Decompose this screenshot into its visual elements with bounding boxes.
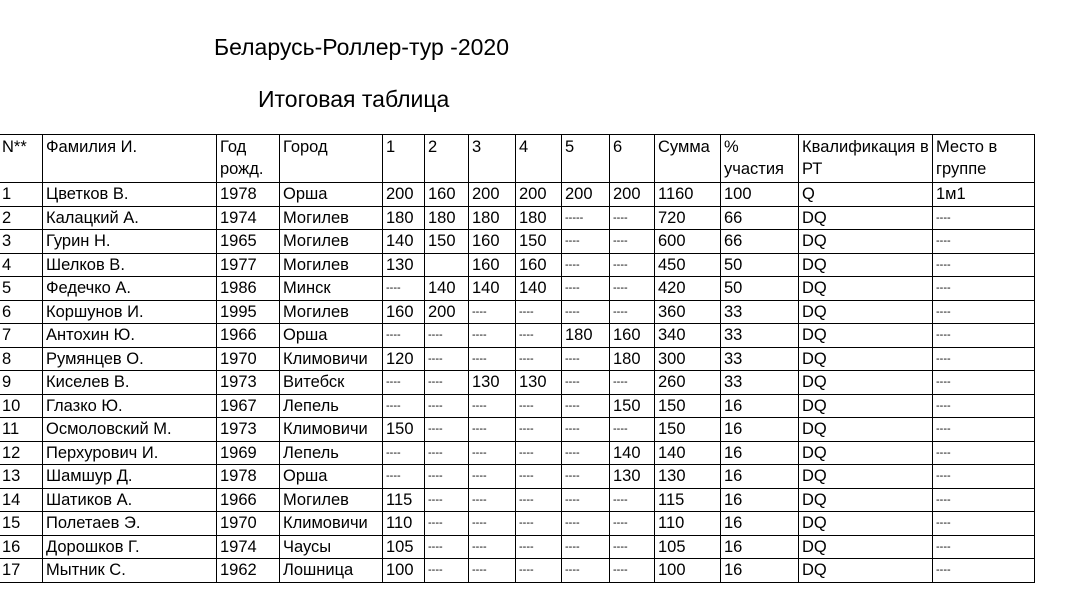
cell-stage-1: 180	[383, 206, 425, 230]
cell-stage-4: 180	[516, 206, 562, 230]
cell-participation: 66	[721, 230, 799, 254]
cell-qualification: DQ	[799, 300, 933, 324]
cell-stage-4: 200	[516, 183, 562, 207]
cell-group-place: ----	[933, 253, 1035, 277]
cell-stage-5: ----	[562, 465, 610, 489]
cell-city: Орша	[280, 465, 383, 489]
cell-qualification: DQ	[799, 441, 933, 465]
cell-qualification: DQ	[799, 465, 933, 489]
cell-sum: 150	[655, 418, 721, 442]
cell-stage-4: 140	[516, 277, 562, 301]
cell-number: 5	[0, 277, 43, 301]
cell-participation: 16	[721, 441, 799, 465]
cell-stage-2: 140	[425, 277, 469, 301]
cell-stage-1: ----	[383, 277, 425, 301]
cell-stage-2: ----	[425, 465, 469, 489]
cell-sum: 115	[655, 488, 721, 512]
cell-stage-4: ----	[516, 418, 562, 442]
cell-sum: 420	[655, 277, 721, 301]
cell-stage-5: ----	[562, 253, 610, 277]
col-number-header: N**	[0, 135, 43, 183]
cell-stage-3: ----	[469, 324, 516, 348]
cell-group-place: ----	[933, 277, 1035, 301]
cell-stage-4: ----	[516, 465, 562, 489]
table-row	[0, 300, 1035, 324]
cell-stage-3: 140	[469, 277, 516, 301]
cell-stage-6: ----	[610, 418, 655, 442]
cell-stage-5: ----	[562, 559, 610, 583]
cell-name: Коршунов И.	[43, 300, 217, 324]
cell-stage-4: 160	[516, 253, 562, 277]
cell-city: Климовичи	[280, 418, 383, 442]
cell-stage-1: 120	[383, 347, 425, 371]
cell-group-place: ----	[933, 300, 1035, 324]
col-stage-4-header: 4	[516, 135, 562, 183]
col-stage-3-header: 3	[469, 135, 516, 183]
cell-name: Осмоловский М.	[43, 418, 217, 442]
cell-stage-3: ----	[469, 347, 516, 371]
cell-sum: 450	[655, 253, 721, 277]
cell-name: Перхурович И.	[43, 441, 217, 465]
cell-participation: 16	[721, 559, 799, 583]
cell-stage-1: 150	[383, 418, 425, 442]
cell-city: Витебск	[280, 371, 383, 395]
cell-stage-5: 180	[562, 324, 610, 348]
cell-name: Калацкий А.	[43, 206, 217, 230]
cell-stage-3: ----	[469, 559, 516, 583]
cell-group-place: ----	[933, 371, 1035, 395]
cell-stage-6: 200	[610, 183, 655, 207]
cell-qualification: Q	[799, 183, 933, 207]
cell-name: Антохин Ю.	[43, 324, 217, 348]
cell-stage-6: ----	[610, 206, 655, 230]
table-row	[0, 488, 1035, 512]
document-subtitle: Итоговая таблица	[258, 86, 450, 112]
cell-stage-1: 130	[383, 253, 425, 277]
cell-city: Чаусы	[280, 535, 383, 559]
cell-stage-2: ----	[425, 347, 469, 371]
col-name-header: Фамилия И.	[43, 135, 217, 183]
cell-stage-2: ----	[425, 512, 469, 536]
cell-group-place: ----	[933, 465, 1035, 489]
cell-sum: 100	[655, 559, 721, 583]
results-table	[0, 134, 1035, 583]
table-row	[0, 230, 1035, 254]
cell-birth-year: 1970	[217, 347, 280, 371]
cell-sum: 105	[655, 535, 721, 559]
cell-stage-2: ----	[425, 394, 469, 418]
cell-stage-5: 200	[562, 183, 610, 207]
col-stage-2-header: 2	[425, 135, 469, 183]
cell-name: Киселев В.	[43, 371, 217, 395]
cell-number: 6	[0, 300, 43, 324]
table-row	[0, 441, 1035, 465]
cell-participation: 50	[721, 253, 799, 277]
cell-stage-4: 130	[516, 371, 562, 395]
cell-qualification: DQ	[799, 488, 933, 512]
cell-number: 10	[0, 394, 43, 418]
cell-stage-6: 140	[610, 441, 655, 465]
cell-birth-year: 1970	[217, 512, 280, 536]
cell-stage-3: ----	[469, 465, 516, 489]
cell-name: Шатиков А.	[43, 488, 217, 512]
table-row	[0, 206, 1035, 230]
cell-sum: 150	[655, 394, 721, 418]
cell-participation: 33	[721, 347, 799, 371]
cell-number: 1	[0, 183, 43, 207]
cell-number: 11	[0, 418, 43, 442]
cell-stage-6: 150	[610, 394, 655, 418]
table-row	[0, 277, 1035, 301]
cell-sum: 130	[655, 465, 721, 489]
cell-qualification: DQ	[799, 418, 933, 442]
cell-stage-2: 180	[425, 206, 469, 230]
cell-stage-2	[425, 253, 469, 277]
cell-stage-6: ----	[610, 512, 655, 536]
cell-qualification: DQ	[799, 253, 933, 277]
cell-participation: 50	[721, 277, 799, 301]
cell-birth-year: 1962	[217, 559, 280, 583]
cell-stage-6: 160	[610, 324, 655, 348]
col-sum-header: Сумма	[655, 135, 721, 183]
cell-name: Цветков В.	[43, 183, 217, 207]
cell-stage-5: -----	[562, 206, 610, 230]
cell-birth-year: 1977	[217, 253, 280, 277]
cell-stage-5: ----	[562, 488, 610, 512]
cell-number: 4	[0, 253, 43, 277]
cell-name: Гурин Н.	[43, 230, 217, 254]
cell-stage-6: ----	[610, 535, 655, 559]
cell-qualification: DQ	[799, 371, 933, 395]
cell-name: Шамшур Д.	[43, 465, 217, 489]
cell-city: Климовичи	[280, 512, 383, 536]
cell-stage-6: ----	[610, 253, 655, 277]
cell-group-place: ----	[933, 418, 1035, 442]
cell-group-place: 1м1	[933, 183, 1035, 207]
cell-stage-2: ----	[425, 324, 469, 348]
cell-stage-3: ----	[469, 394, 516, 418]
cell-group-place: ----	[933, 347, 1035, 371]
col-qualification-header: Квалификация в РТ	[799, 135, 933, 183]
cell-birth-year: 1966	[217, 324, 280, 348]
cell-stage-5: ----	[562, 418, 610, 442]
cell-stage-3: 200	[469, 183, 516, 207]
cell-participation: 16	[721, 535, 799, 559]
cell-participation: 66	[721, 206, 799, 230]
cell-sum: 1160	[655, 183, 721, 207]
table-row	[0, 559, 1035, 583]
cell-birth-year: 1978	[217, 465, 280, 489]
cell-city: Могилев	[280, 300, 383, 324]
cell-stage-3: 160	[469, 230, 516, 254]
cell-stage-6: 130	[610, 465, 655, 489]
cell-participation: 16	[721, 418, 799, 442]
cell-birth-year: 1986	[217, 277, 280, 301]
cell-sum: 600	[655, 230, 721, 254]
col-city-header: Город	[280, 135, 383, 183]
cell-stage-1: 160	[383, 300, 425, 324]
cell-group-place: ----	[933, 324, 1035, 348]
cell-qualification: DQ	[799, 277, 933, 301]
cell-city: Орша	[280, 324, 383, 348]
cell-participation: 33	[721, 371, 799, 395]
cell-name: Мытник С.	[43, 559, 217, 583]
cell-city: Лепель	[280, 394, 383, 418]
cell-number: 3	[0, 230, 43, 254]
cell-sum: 300	[655, 347, 721, 371]
cell-stage-4: ----	[516, 535, 562, 559]
cell-stage-6: ----	[610, 300, 655, 324]
cell-stage-5: ----	[562, 535, 610, 559]
cell-participation: 33	[721, 324, 799, 348]
col-stage-6-header: 6	[610, 135, 655, 183]
cell-stage-6: ----	[610, 371, 655, 395]
cell-stage-2: ----	[425, 418, 469, 442]
cell-city: Минск	[280, 277, 383, 301]
cell-stage-4: 150	[516, 230, 562, 254]
cell-participation: 16	[721, 465, 799, 489]
cell-number: 12	[0, 441, 43, 465]
cell-name: Глазко Ю.	[43, 394, 217, 418]
cell-number: 14	[0, 488, 43, 512]
col-participation-header: % участия	[721, 135, 799, 183]
cell-sum: 110	[655, 512, 721, 536]
cell-stage-1: ----	[383, 371, 425, 395]
cell-participation: 16	[721, 512, 799, 536]
cell-name: Федечко А.	[43, 277, 217, 301]
cell-participation: 16	[721, 394, 799, 418]
cell-group-place: ----	[933, 206, 1035, 230]
cell-group-place: ----	[933, 512, 1035, 536]
cell-group-place: ----	[933, 394, 1035, 418]
cell-group-place: ----	[933, 441, 1035, 465]
col-group-place-header: Место в группе	[933, 135, 1035, 183]
cell-number: 9	[0, 371, 43, 395]
cell-birth-year: 1995	[217, 300, 280, 324]
cell-stage-4: ----	[516, 559, 562, 583]
cell-stage-6: ----	[610, 230, 655, 254]
table-row	[0, 347, 1035, 371]
cell-qualification: DQ	[799, 535, 933, 559]
table-row	[0, 253, 1035, 277]
cell-name: Дорошков Г.	[43, 535, 217, 559]
cell-city: Климовичи	[280, 347, 383, 371]
cell-stage-5: ----	[562, 230, 610, 254]
cell-stage-5: ----	[562, 347, 610, 371]
cell-city: Лошница	[280, 559, 383, 583]
cell-name: Шелков В.	[43, 253, 217, 277]
cell-stage-4: ----	[516, 512, 562, 536]
cell-stage-1: 110	[383, 512, 425, 536]
cell-stage-3: ----	[469, 300, 516, 324]
cell-stage-3: 180	[469, 206, 516, 230]
table-row	[0, 512, 1035, 536]
cell-qualification: DQ	[799, 206, 933, 230]
cell-stage-1: 200	[383, 183, 425, 207]
cell-birth-year: 1965	[217, 230, 280, 254]
document-title: Беларусь-Роллер-тур -2020	[214, 34, 509, 60]
cell-stage-2: ----	[425, 371, 469, 395]
cell-qualification: DQ	[799, 230, 933, 254]
cell-stage-1: ----	[383, 441, 425, 465]
col-birth-year-header: Год рожд.	[217, 135, 280, 183]
cell-group-place: ----	[933, 230, 1035, 254]
cell-number: 7	[0, 324, 43, 348]
table-row	[0, 418, 1035, 442]
cell-sum: 340	[655, 324, 721, 348]
cell-stage-5: ----	[562, 512, 610, 536]
cell-qualification: DQ	[799, 324, 933, 348]
cell-name: Полетаев Э.	[43, 512, 217, 536]
cell-participation: 100	[721, 183, 799, 207]
table-row	[0, 465, 1035, 489]
cell-stage-6: ----	[610, 488, 655, 512]
cell-birth-year: 1978	[217, 183, 280, 207]
cell-stage-1: 140	[383, 230, 425, 254]
cell-stage-6: ----	[610, 559, 655, 583]
cell-birth-year: 1974	[217, 535, 280, 559]
cell-stage-4: ----	[516, 441, 562, 465]
cell-sum: 260	[655, 371, 721, 395]
cell-stage-1: ----	[383, 465, 425, 489]
cell-stage-1: ----	[383, 324, 425, 348]
cell-number: 15	[0, 512, 43, 536]
cell-city: Могилев	[280, 253, 383, 277]
cell-participation: 33	[721, 300, 799, 324]
cell-stage-3: 130	[469, 371, 516, 395]
cell-stage-4: ----	[516, 394, 562, 418]
cell-city: Могилев	[280, 206, 383, 230]
cell-number: 17	[0, 559, 43, 583]
cell-stage-2: 160	[425, 183, 469, 207]
table-body	[0, 183, 1035, 583]
cell-stage-3: 160	[469, 253, 516, 277]
cell-stage-5: ----	[562, 277, 610, 301]
cell-sum: 140	[655, 441, 721, 465]
cell-name: Румянцев О.	[43, 347, 217, 371]
cell-stage-3: ----	[469, 512, 516, 536]
table-row	[0, 535, 1035, 559]
cell-number: 2	[0, 206, 43, 230]
cell-number: 13	[0, 465, 43, 489]
cell-city: Могилев	[280, 488, 383, 512]
cell-group-place: ----	[933, 488, 1035, 512]
cell-city: Лепель	[280, 441, 383, 465]
cell-stage-4: ----	[516, 347, 562, 371]
cell-qualification: DQ	[799, 394, 933, 418]
cell-birth-year: 1974	[217, 206, 280, 230]
cell-sum: 360	[655, 300, 721, 324]
cell-stage-1: 105	[383, 535, 425, 559]
cell-birth-year: 1967	[217, 394, 280, 418]
cell-stage-1: 115	[383, 488, 425, 512]
cell-stage-3: ----	[469, 535, 516, 559]
cell-stage-2: ----	[425, 488, 469, 512]
cell-stage-4: ----	[516, 488, 562, 512]
cell-stage-2: ----	[425, 535, 469, 559]
cell-stage-5: ----	[562, 371, 610, 395]
table-row	[0, 394, 1035, 418]
table-row	[0, 183, 1035, 207]
cell-participation: 16	[721, 488, 799, 512]
table-row	[0, 324, 1035, 348]
cell-stage-6: 180	[610, 347, 655, 371]
table-row	[0, 371, 1035, 395]
cell-stage-1: ----	[383, 394, 425, 418]
cell-stage-5: ----	[562, 300, 610, 324]
cell-qualification: DQ	[799, 559, 933, 583]
col-stage-1-header: 1	[383, 135, 425, 183]
cell-qualification: DQ	[799, 512, 933, 536]
cell-stage-2: ----	[425, 441, 469, 465]
cell-birth-year: 1969	[217, 441, 280, 465]
cell-group-place: ----	[933, 559, 1035, 583]
col-stage-5-header: 5	[562, 135, 610, 183]
header-row	[0, 135, 1035, 183]
cell-group-place: ----	[933, 535, 1035, 559]
cell-stage-3: ----	[469, 441, 516, 465]
cell-stage-4: ----	[516, 300, 562, 324]
cell-stage-6: ----	[610, 277, 655, 301]
cell-number: 8	[0, 347, 43, 371]
cell-city: Могилев	[280, 230, 383, 254]
cell-stage-4: ----	[516, 324, 562, 348]
cell-number: 16	[0, 535, 43, 559]
cell-stage-2: 150	[425, 230, 469, 254]
cell-sum: 720	[655, 206, 721, 230]
cell-stage-5: ----	[562, 394, 610, 418]
cell-stage-2: ----	[425, 559, 469, 583]
cell-stage-3: ----	[469, 418, 516, 442]
cell-qualification: DQ	[799, 347, 933, 371]
cell-birth-year: 1973	[217, 371, 280, 395]
cell-birth-year: 1973	[217, 418, 280, 442]
cell-city: Орша	[280, 183, 383, 207]
cell-stage-2: 200	[425, 300, 469, 324]
cell-stage-3: ----	[469, 488, 516, 512]
cell-birth-year: 1966	[217, 488, 280, 512]
cell-stage-1: 100	[383, 559, 425, 583]
cell-stage-5: ----	[562, 441, 610, 465]
